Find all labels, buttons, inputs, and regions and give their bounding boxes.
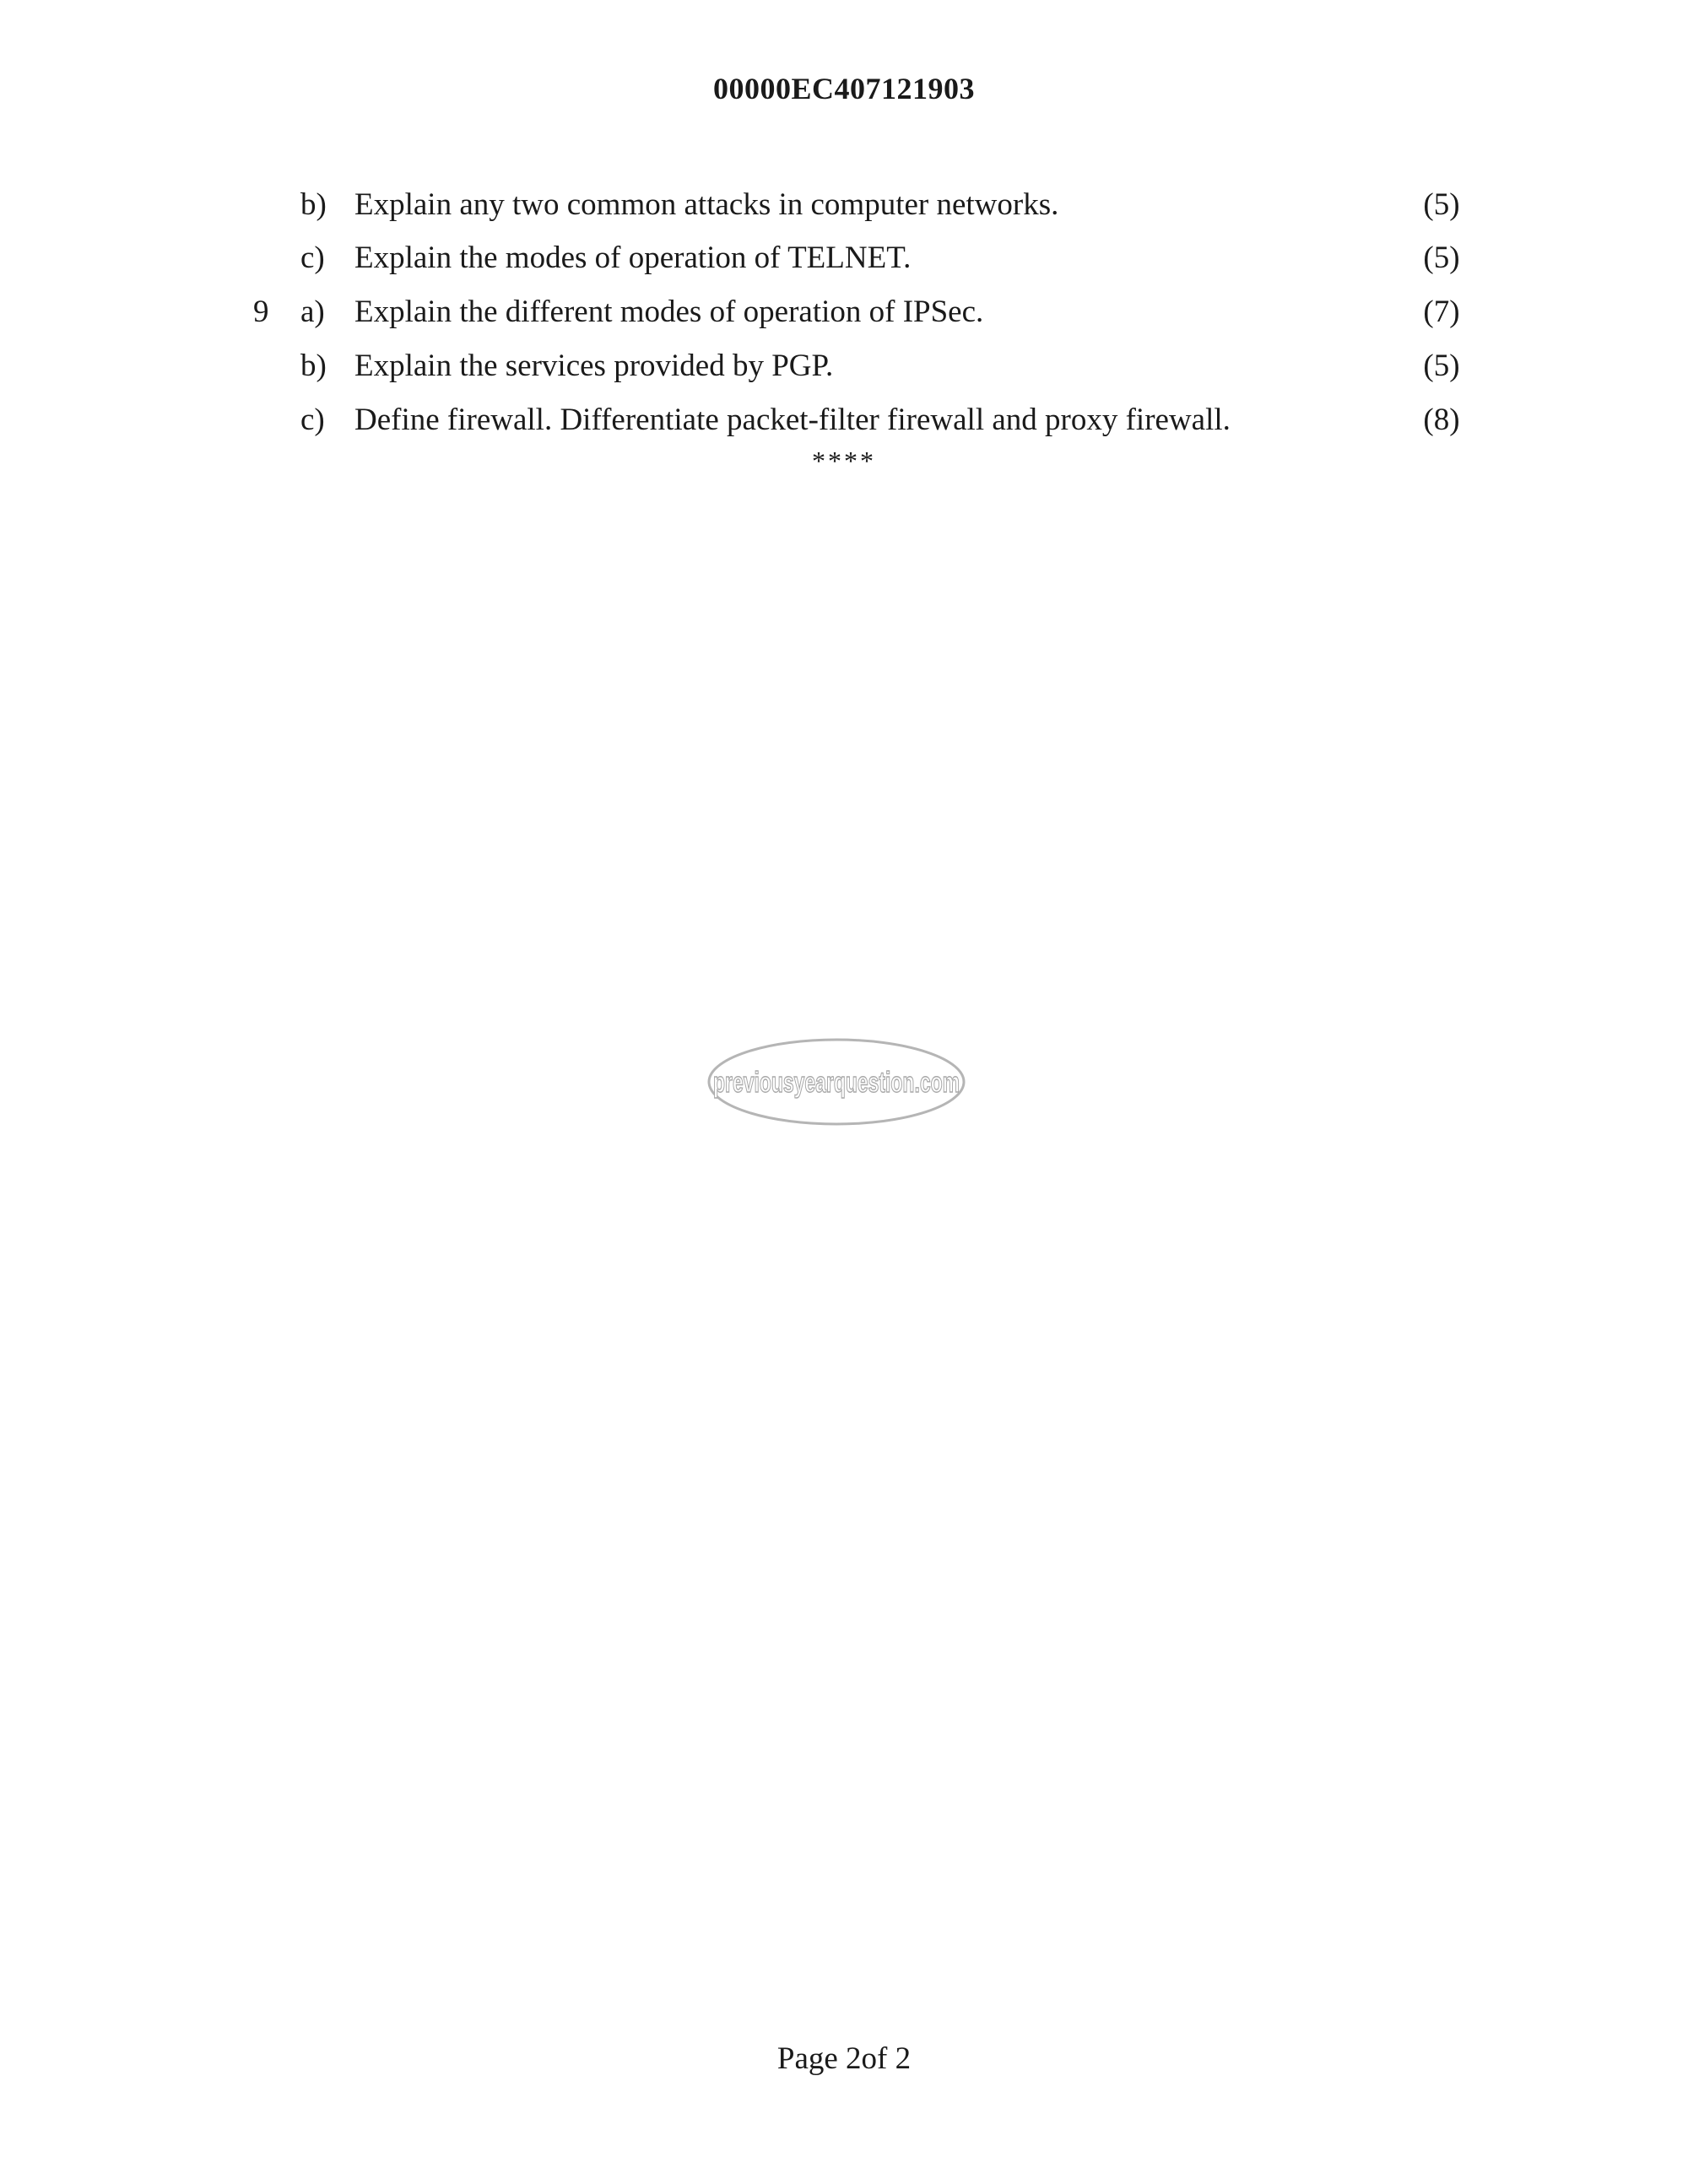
question-row-c [0, 237, 1688, 279]
document-code: 00000EC407121903 [712, 72, 975, 105]
question-number: 9 [253, 295, 269, 329]
question-row-b [0, 184, 1688, 226]
watermark-text: previousyearquestion.com [713, 1067, 960, 1099]
question-text: Define firewall. Differentiate packet-filter firewall and proxy firewall. [354, 403, 1231, 437]
question-sub-label: a) [300, 295, 325, 329]
question-marks: (5) [1423, 241, 1460, 275]
question-text: Explain the modes of operation of TELNET. [354, 241, 912, 275]
question-sub-label: c) [300, 241, 325, 275]
watermark-logo [706, 1036, 967, 1127]
end-of-paper-mark: **** [812, 446, 876, 476]
question-marks: (5) [1423, 187, 1460, 222]
question-marks: (7) [1423, 295, 1460, 329]
question-row-9b [0, 345, 1688, 387]
question-sub-label: c) [300, 403, 325, 437]
question-sub-label: b) [300, 349, 327, 383]
question-text: Explain any two common attacks in computer networks. [354, 187, 1059, 222]
question-text: Explain the different modes of operation of IPSec. [354, 295, 984, 329]
question-marks: (5) [1423, 349, 1460, 383]
page-number: Page 2of 2 [776, 2041, 912, 2076]
question-marks: (8) [1423, 403, 1460, 437]
question-sub-label: b) [300, 187, 327, 222]
question-row-9c [0, 399, 1688, 441]
question-row-9a [0, 291, 1688, 333]
question-text: Explain the services provided by PGP. [354, 349, 834, 383]
